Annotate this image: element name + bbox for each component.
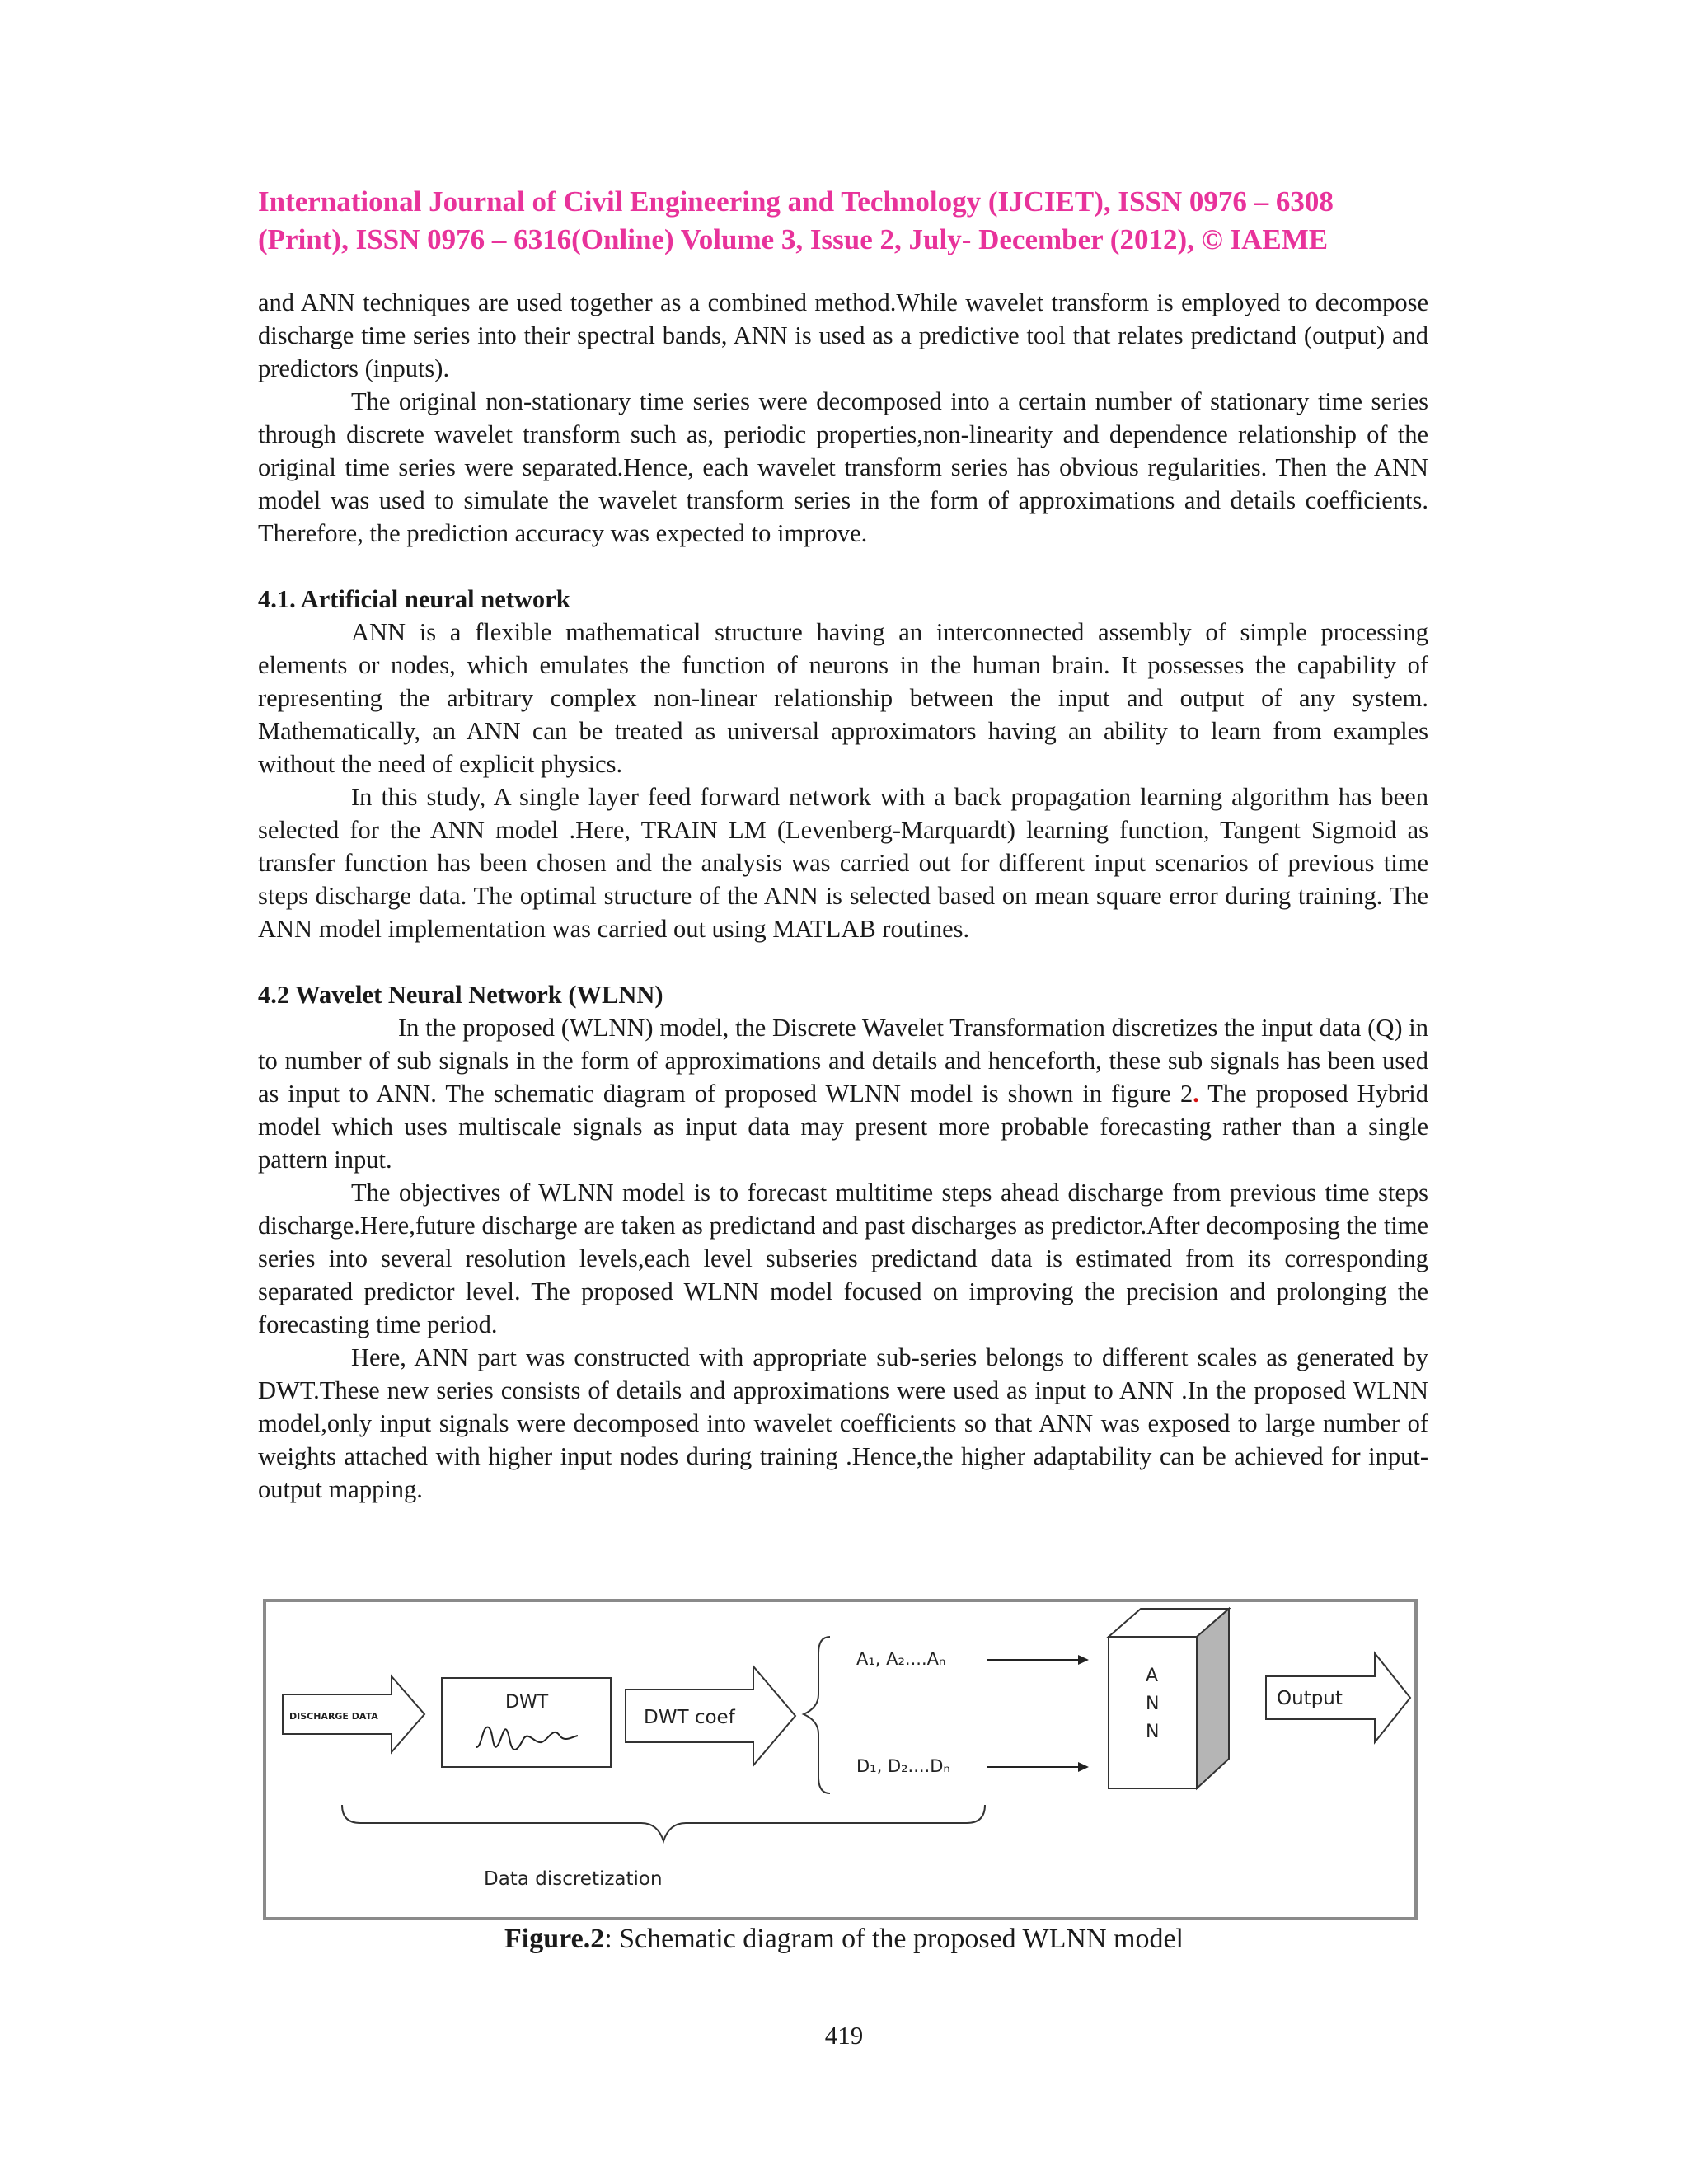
journal-header xyxy=(258,183,1428,259)
dwt-coef-label: DWT coef xyxy=(644,1707,735,1728)
paragraph: Here, ANN part was constructed with appropriate sub-series belongs to different scales as generated by DWT.These new series consists of details and approximations were used as input to ANN .In the proposed WLNN model,only input signals were decomposed into wavelet coefficients so that ANN was exposed to large number of weights attached with higher input nodes during training .Hence,the higher adaptability can be achieved for input- output mapping. xyxy=(258,1343,1428,1503)
ann-letter: N xyxy=(1146,1722,1160,1742)
figure-caption-text: : Schematic diagram of the proposed WLNN model xyxy=(604,1924,1184,1954)
section-heading-wlnn: 4.2 Wavelet Neural Network (WLNN) xyxy=(258,981,663,1009)
data-discretization-brace xyxy=(342,1805,985,1841)
data-discretization-label: Data discretization xyxy=(484,1868,663,1890)
section-heading-ann: 4.1. Artificial neural network xyxy=(258,585,570,613)
paragraph: In this study, A single layer feed forward network with a back propagation learning algorithm has been selected for the ANN model .Here, TRAIN LM (Levenberg-Marquardt) learning function, Tangent Sigmoid as transfer function has been chosen and the analysis was carried out for different input scenarios of previous time steps discharge data. The optimal structure of the ANN is selected based on mean square error during training. The ANN model implementation was carried out using MATLAB routines. xyxy=(258,783,1428,943)
paragraph: ANN is a flexible mathematical structure having an interconnected assembly of simple processing elements or nodes, which emulates the function of neurons in the human brain. It possesses the capability of representing the arbitrary complex non-linear relationship between the input and output of any system. Mathematically, an ANN can be treated as universal approximators having an ability to learn from examples without the need of explicit physics. xyxy=(258,618,1428,778)
ann-cube xyxy=(1109,1609,1229,1788)
ann-letter: A xyxy=(1146,1666,1159,1686)
journal-header-line2: (Print), ISSN 0976 – 6316(Online) Volume 3, Issue 2, July- December (2012), © IAEME xyxy=(258,223,1329,255)
paragraph: and ANN techniques are used together as a combined method.While wavelet transform is employed to decompose discharge time series into their spectral bands, ANN is used as a predictive tool that relates predictand (output) and predictors (inputs). xyxy=(258,288,1428,382)
dwt-label: DWT xyxy=(505,1692,549,1713)
wlnn-schematic-figure xyxy=(263,1599,1418,1920)
discharge-data-label: DISCHARGE DATA xyxy=(289,1711,378,1722)
detail-coefficients-label: D₁, D₂....Dₙ xyxy=(856,1756,950,1776)
wlnn-schematic-diagram xyxy=(266,1602,1414,1917)
output-label: Output xyxy=(1277,1688,1343,1709)
paragraph: The original non-stationary time series were decomposed into a certain number of stationary time series through discrete wavelet transform such as, periodic properties,non-linearity and dependence relationship of the original time series were separated.Hence, each wavelet transform series has obvious regularities. Then the ANN model was used to simulate the wavelet transform series in the form of approximations and details coefficients. Therefore, the prediction accuracy was expected to improve. xyxy=(258,387,1428,547)
paragraph: In the proposed (WLNN) model, the Discrete Wavelet Transformation discretizes the input data (Q) in to number of sub signals in the form of approximations and details and henceforth, these sub signals has been used as input to ANN. The schematic diagram of proposed WLNN model is shown in figure 2. The proposed Hybrid model which uses multiscale signals as input data may present more probable forecasting rather than a single pattern input. xyxy=(258,1014,1429,1174)
figure-caption-label: Figure.2 xyxy=(504,1924,605,1954)
ann-letter: N xyxy=(1146,1694,1160,1714)
page-number: 419 xyxy=(824,2021,864,2050)
coefficient-brace xyxy=(804,1637,830,1793)
paragraph: The objectives of WLNN model is to forecast multitime steps ahead discharge from previous time steps discharge.Here,future discharge are taken as predictand and past discharges as predictor.After decomposing the time series into several resolution levels,each level subseries predictand data is estimated from its corresponding separated predictor level. The proposed WLNN model focused on improving the precision and prolonging the forecasting time period. xyxy=(258,1179,1428,1338)
figure-reference-dot: . xyxy=(1193,1080,1199,1108)
approximation-coefficients-label: A₁, A₂....Aₙ xyxy=(856,1649,946,1669)
figure-caption xyxy=(0,1920,1688,1958)
journal-header-line1: International Journal of Civil Engineering and Technology (IJCIET), ISSN 0976 – 6308 xyxy=(258,185,1334,218)
article-body xyxy=(258,286,1428,1506)
